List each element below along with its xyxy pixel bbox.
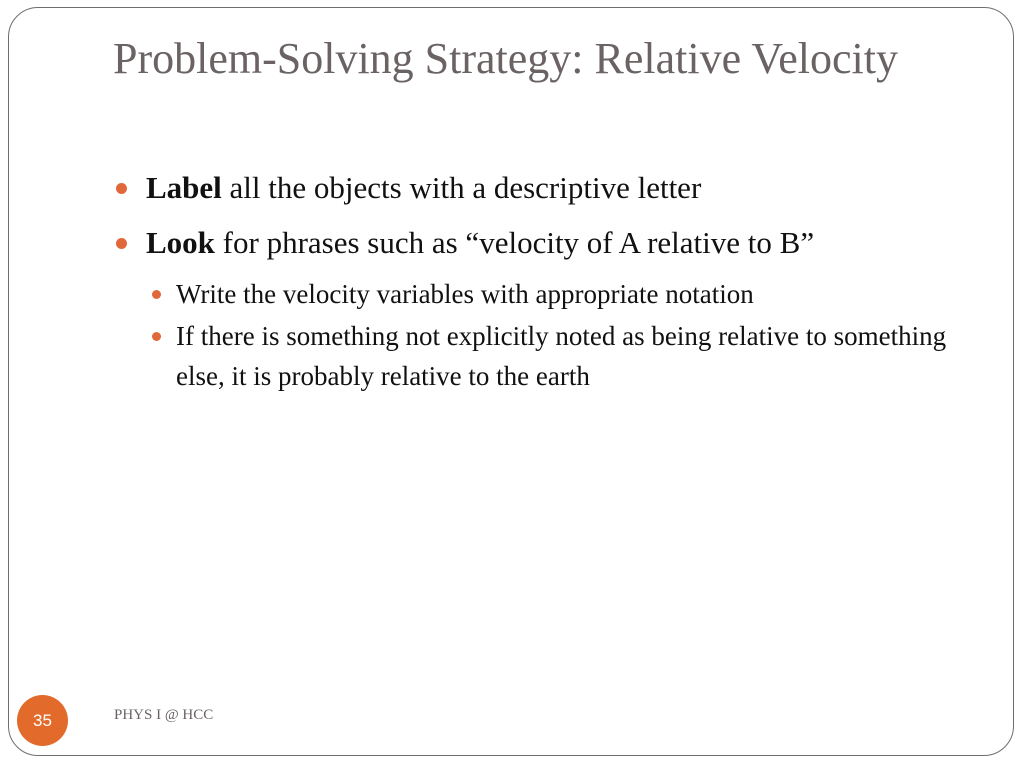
sub-bullet-notation (114, 274, 974, 314)
bullet-label (114, 168, 974, 207)
slide-content (114, 168, 974, 398)
sub-bullet-text: Write the velocity variables with appropriate notation (176, 279, 754, 309)
sub-bullet-text: If there is something not explicitly noted as being relative to something else, it is probably relative to the earth (176, 321, 947, 391)
bullet-text: all the objects with a descriptive letter (221, 170, 702, 205)
bullet-dot-icon (116, 183, 127, 194)
bullet-look (114, 223, 974, 262)
bullet-emphasis: Label (146, 170, 222, 205)
bullet-emphasis: Look (146, 225, 215, 260)
page-number-badge: 35 (17, 695, 68, 746)
slide-title: Problem-Solving Strategy: Relative Velocity (113, 34, 898, 83)
bullet-text: for phrases such as “velocity of A relative to B” (214, 225, 815, 260)
sub-bullet-dot-icon (152, 290, 161, 299)
bullet-dot-icon (116, 238, 127, 249)
sub-bullet-list (114, 274, 974, 396)
slide-footer: PHYS I @ HCC (114, 707, 214, 723)
sub-bullet-dot-icon (152, 332, 161, 341)
sub-bullet-earth (114, 316, 974, 396)
